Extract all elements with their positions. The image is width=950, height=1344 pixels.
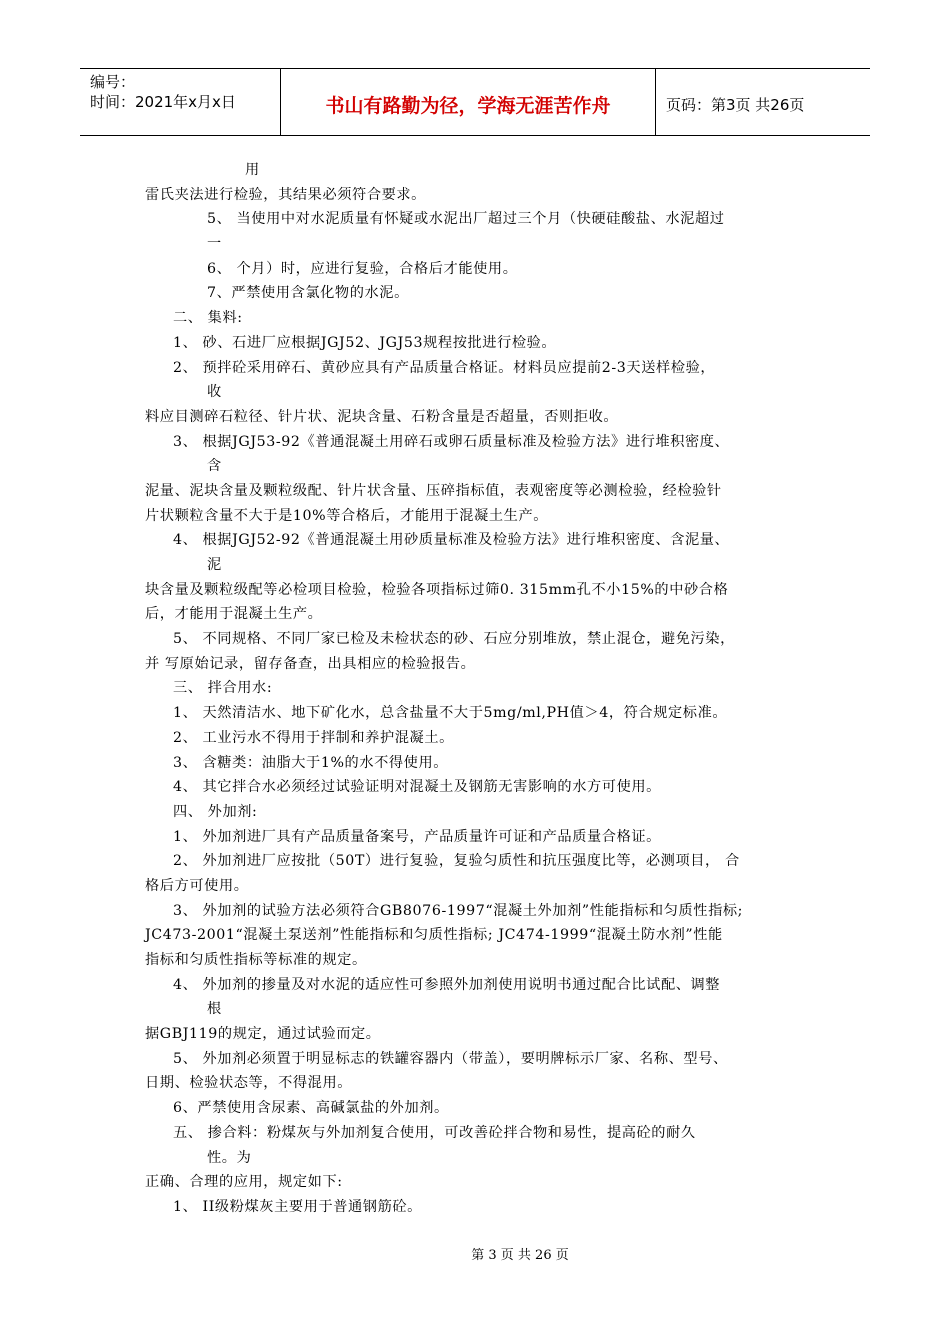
- text-line: 后，才能用于混凝土生产。: [145, 606, 323, 623]
- text-line: 4、 外加剂的掺量及对水泥的适应性可参照外加剂使用说明书通过配合比试配、调整: [173, 976, 721, 993]
- header-page-info: 页码：第3页 共26页: [666, 95, 805, 114]
- text-line: 2、 外加剂进厂应按批（50T）进行复验，复验匀质性和抗压强度比等，必测项目， 合: [173, 853, 740, 870]
- header-motto: 书山有路勤为径，学海无涯苦作舟: [281, 69, 656, 135]
- text-line: 泥: [207, 557, 222, 573]
- text-line: 指标和匀质性指标等标准的规定。: [145, 952, 367, 968]
- text-line: 含: [207, 458, 222, 475]
- text-line: JC473-2001“混凝土泵送剂”性能指标和匀质性指标; JC474-1999“混凝土防水剂”性能: [145, 927, 723, 944]
- text-line: 6、严禁使用含尿素、高碱氯盐的外加剂。: [173, 1100, 449, 1117]
- text-line: 3、 根据JGJ53-92《普通混凝土用碎石或卵石质量标准及检验方法》进行堆积密度、: [173, 433, 730, 450]
- text-line: 2、 工业污水不得用于拌制和养护混凝土。: [173, 729, 454, 746]
- code-label: 编号：: [90, 73, 136, 91]
- text-line: 泥量、泥块含量及颗粒级配、针片状含量、压碎指标值，表观密度等必测检验，经检验针: [145, 482, 722, 499]
- text-line: 用: [245, 162, 260, 178]
- section-heading: 二、 集料:: [173, 310, 243, 327]
- text-line: 3、 外加剂的试验方法必须符合GB8076-1997“混凝土外加剂”性能指标和匀质性指标;: [173, 902, 744, 919]
- text-line: 5、 外加剂必须置于明显标志的铁罐容器内（带盖），要明牌标示厂家、名称、型号、: [173, 1050, 728, 1067]
- text-line: 3、 含糖类：油脂大于1%的水不得使用。: [173, 754, 449, 771]
- text-line: 4、 其它拌合水必须经过试验证明对混凝土及钢筋无害影响的水方可使用。: [173, 779, 661, 796]
- text-line: 7、严禁使用含氯化物的水泥。: [207, 285, 409, 302]
- section-heading: 四、 外加剂:: [173, 803, 258, 820]
- text-line: 正确、合理的应用，规定如下:: [145, 1174, 343, 1191]
- text-line: 1、 II级粉煤灰主要用于普通钢筋砼。: [173, 1198, 422, 1215]
- section-heading: 三、 拌合用水:: [173, 680, 273, 697]
- text-line: 1、 砂、石进厂应根据JGJ52、JGJ53规程按批进行检验。: [173, 334, 557, 351]
- text-line: 雷氏夹法进行检验，其结果必须符合要求。: [145, 186, 426, 203]
- header-meta-cell: [80, 69, 281, 135]
- text-line: 根: [207, 1001, 222, 1018]
- text-line: 性。为: [207, 1149, 252, 1166]
- text-line: 一: [207, 236, 222, 253]
- text-line: 块含量及颗粒级配等必检项目检验，检验各项指标过筛0. 315mm孔不小15%的中砂合格: [145, 581, 729, 598]
- text-line: 料应目测碎石粒径、针片状、泥块含量、石粉含量是否超量，否则拒收。: [145, 408, 619, 425]
- document-body: [145, 158, 815, 1220]
- text-line: 5、 不同规格、不同厂家已检及未检状态的砂、石应分别堆放，禁止混仓，避免污染，: [173, 631, 735, 648]
- section-heading: 五、 掺合料：粉煤灰与外加剂复合使用，可改善砼拌合物和易性，提高砼的耐久: [173, 1124, 696, 1141]
- text-line: 1、 外加剂进厂具有产品质量备案号，产品质量许可证和产品质量合格证。: [173, 828, 661, 845]
- text-line: 并 写原始记录，留存备查，出具相应的检验报告。: [145, 655, 476, 672]
- text-line: 据GBJ119的规定，通过试验而定。: [145, 1026, 381, 1043]
- text-line: 格后方可使用。: [145, 877, 249, 894]
- time-label: 时间：2021年x月x日: [90, 93, 236, 111]
- text-line: 6、 个月）时，应进行复验，合格后才能使用。: [207, 260, 518, 277]
- page-header: [80, 68, 870, 136]
- text-line: 4、 根据JGJ52-92《普通混凝土用砂质量标准及检验方法》进行堆积密度、含泥量、: [173, 532, 730, 549]
- page-footer: 第 3 页 共 26 页: [471, 1248, 569, 1263]
- text-line: 收: [207, 384, 222, 401]
- text-line: 2、 预拌砼采用碎石、黄砂应具有产品质量合格证。材料员应提前2-3天送样检验，: [173, 359, 716, 376]
- text-line: 片状颗粒含量不大于是10%等合格后，才能用于混凝土生产。: [145, 507, 549, 524]
- text-line: 5、 当使用中对水泥质量有怀疑或水泥出厂超过三个月（快硬硅酸盐、水泥超过: [207, 211, 725, 228]
- text-line: 1、 天然清洁水、地下矿化水，总含盐量不大于5mg/ml,PH值＞4，符合规定标准。: [173, 705, 728, 722]
- text-line: 日期、检验状态等，不得混用。: [145, 1075, 353, 1092]
